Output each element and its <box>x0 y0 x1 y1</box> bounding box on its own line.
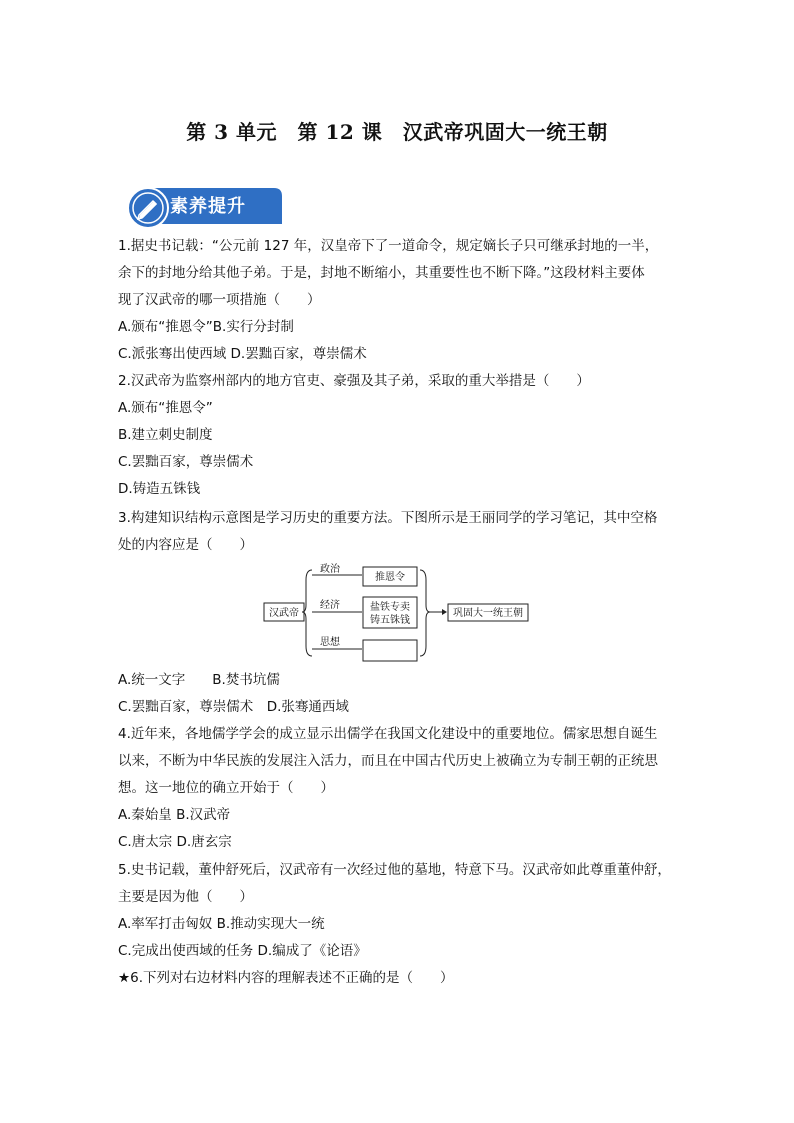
knowledge-structure-diagram <box>262 560 532 666</box>
text-line: 4.近年来，各地儒学学会的成立显示出儒学在我国文化建设中的重要地位。儒家思想自诞生 <box>118 726 658 742</box>
text-line: B.建立刺史制度 <box>118 427 213 443</box>
section-badge-label: 素养提升 <box>170 196 246 217</box>
text-line: A.颁布“推恩令” <box>118 400 213 416</box>
diagram-politics-label: 推恩令 <box>375 572 405 583</box>
text-line: D.铸造五铢钱 <box>118 481 201 497</box>
text-line: A.率军打击匈奴 B.推动实现大一统 <box>118 916 325 932</box>
text-line: C.完成出使西域的任务 D.编成了《论语》 <box>118 943 367 959</box>
text-line: A.颁布“推恩令”B.实行分封制 <box>118 319 294 335</box>
text-line: 3.构建知识结构示意图是学习历史的重要方法。下图所示是王丽同学的学习笔记，其中空格 <box>118 510 658 526</box>
text-line: 想。这一地位的确立开始于（ ） <box>118 780 334 796</box>
text-line: 主要是因为他（ ） <box>118 889 253 905</box>
text-line: C.唐太宗 D.唐玄宗 <box>118 834 232 850</box>
page-title: 第 3 单元 第 12 课 汉武帝巩固大一统王朝 <box>186 120 608 144</box>
text-line: C.派张骞出使西域 D.罢黜百家，尊崇儒术 <box>118 346 367 362</box>
diagram-branch-economy: 经济 <box>320 600 340 611</box>
text-line: 5.史书记载，董仲舒死后，汉武帝有一次经过他的墓地，特意下马。汉武帝如此尊重董仲舒， <box>118 862 671 878</box>
diagram-economy-label-1: 盐铁专卖 <box>370 602 410 613</box>
text-line: 2.汉武帝为监察州部内的地方官吏、豪强及其子弟，采取的重大举措是（ ） <box>118 373 590 389</box>
diagram-result-label: 巩固大一统王朝 <box>453 608 523 619</box>
diagram-blank-box <box>363 640 417 661</box>
diagram-branch-thought: 思想 <box>320 637 340 648</box>
text-line: C.罢黜百家，尊崇儒术 D.张骞通西域 <box>118 699 349 715</box>
text-line: 余下的封地分给其他子弟。于是，封地不断缩小，其重要性也不断下降。”这段材料主要体 <box>118 265 645 281</box>
text-line: 1.据史书记载：“公元前 127 年，汉皇帝下了一道命令，规定嫡长子只可继承封地的一半， <box>118 238 659 254</box>
text-line: A.秦始皇 B.汉武帝 <box>118 807 231 823</box>
diagram-left-label: 汉武帝 <box>269 608 299 619</box>
diagram-economy-label-2: 铸五铢钱 <box>370 615 410 626</box>
text-line: ★6.下列对右边材料内容的理解表述不正确的是（ ） <box>118 970 454 986</box>
text-line: 以来，不断为中华民族的发展注入活力，而且在中国古代历史上被确立为专制王朝的正统思 <box>118 753 658 769</box>
text-line: A.统一文字 B.焚书坑儒 <box>118 672 280 688</box>
text-line: 处的内容应是（ ） <box>118 537 253 553</box>
text-line: 现了汉武帝的哪一项措施（ ） <box>118 292 321 308</box>
pencil-icon <box>133 193 163 223</box>
text-line: C.罢黜百家，尊崇儒术 <box>118 454 254 470</box>
diagram-branch-politics: 政治 <box>320 564 340 575</box>
